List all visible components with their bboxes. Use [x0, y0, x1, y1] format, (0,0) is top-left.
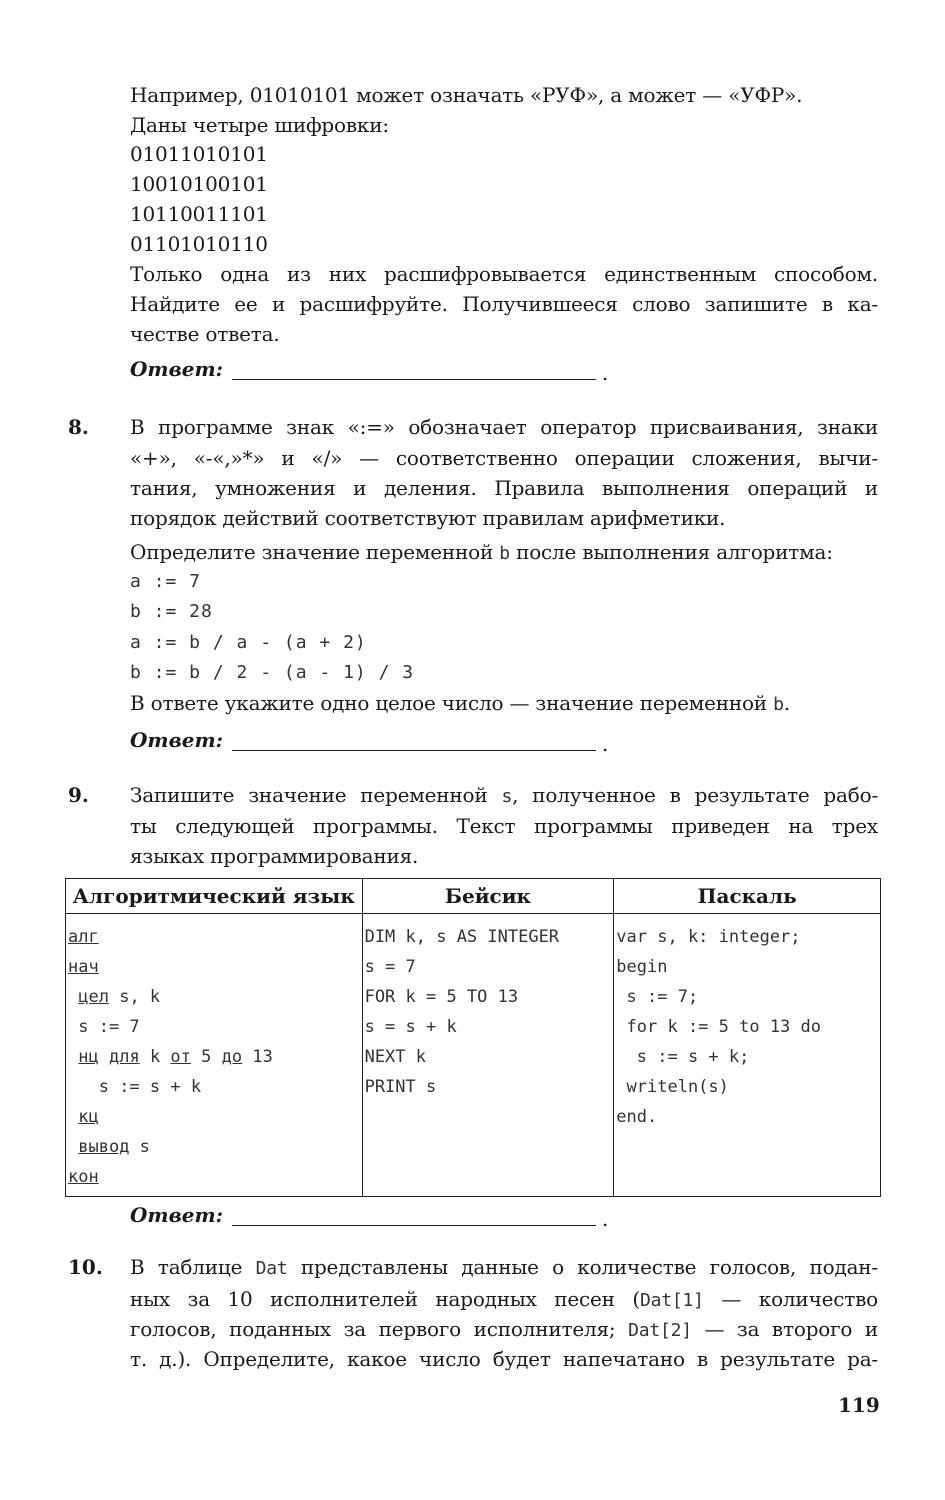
note-pre: В ответе укажите одно целое число — значение переменной: [130, 691, 774, 715]
var: Dat: [255, 1258, 288, 1279]
code-line: s = 7: [364, 957, 416, 977]
note-line: [130, 690, 878, 718]
code-line: NEXT k: [364, 1047, 426, 1067]
code-line: s := 7;: [616, 987, 699, 1007]
code-line: a := b / a - (a + 2): [130, 632, 367, 653]
text-line: [130, 1316, 878, 1344]
var: s: [501, 786, 513, 807]
text-line: Например, 01010101 может означать «РУФ», а может — «УФР».: [130, 83, 803, 107]
code-line: [68, 982, 362, 1012]
keyword: кон: [68, 1167, 99, 1187]
question-line: [130, 539, 878, 567]
answer-dot: .: [602, 361, 609, 385]
code-line: FOR k = 5 TO 13: [364, 987, 519, 1007]
cipher-4: 01101010110: [130, 232, 268, 256]
answer-field[interactable]: [232, 750, 596, 751]
text-line: «+», «-«,»*» и «/» — соответственно операции сложения, вычи-: [130, 446, 878, 470]
header-basic: Бейсик: [362, 879, 614, 914]
code-line: writeln(s): [616, 1077, 729, 1097]
answer-dot: .: [602, 1207, 609, 1231]
code-line: нц для k от 5 до 13: [78, 1047, 273, 1067]
code-line: [68, 1072, 362, 1102]
header-pascal: Паскаль: [614, 879, 881, 914]
code-line: [68, 1102, 362, 1132]
keyword: цел: [78, 987, 109, 1007]
basic-code: [362, 914, 614, 1197]
code-line: [68, 1162, 362, 1192]
text: , полученное в результате рабо-: [512, 783, 878, 807]
keyword: вывод: [78, 1137, 130, 1157]
alg-code: [66, 914, 363, 1197]
code-line: s := s + k;: [616, 1047, 750, 1067]
keyword: кц: [78, 1107, 99, 1127]
text: голосов, поданных за первого исполнителя;: [130, 1317, 629, 1341]
code: s := s + k: [98, 1077, 202, 1097]
answer-label: Ответ:: [130, 728, 223, 752]
text: — за второго и: [691, 1317, 878, 1341]
answer-label: Ответ:: [130, 1203, 223, 1227]
code-line: DIM k, s AS INTEGER: [364, 927, 560, 947]
cipher-2: 10010100101: [130, 172, 268, 196]
text: ных за 10 исполнителей народных песен (: [130, 1287, 640, 1311]
code: 13: [252, 1047, 273, 1067]
text-line: В программе знак «:=» обозначает оператор присваивания, знаки: [130, 415, 878, 439]
code: s: [129, 1137, 150, 1157]
cipher-1: 01011010101: [130, 142, 268, 166]
text: В таблице: [130, 1255, 256, 1279]
text-line: порядок действий соответствуют правилам арифметики.: [130, 506, 726, 530]
keyword: от: [170, 1047, 191, 1067]
var: Dat[2]: [628, 1320, 692, 1341]
code-line: end.: [616, 1107, 658, 1127]
header-alg: Алгоритмический язык: [66, 879, 363, 914]
code: s, k: [108, 987, 161, 1007]
text-line: Найдите ее и расшифруйте. Получившееся слово запишите в ка-: [130, 292, 878, 316]
code-line: for k := 5 to 13 do: [616, 1017, 821, 1037]
keyword: для: [108, 1047, 140, 1067]
question-post: после выполнения алгоритма:: [509, 540, 833, 564]
code: s := 7: [78, 1017, 140, 1037]
keyword: до: [221, 1047, 243, 1067]
code-line: PRINT s: [364, 1077, 437, 1097]
code-line: var s, k: integer;: [616, 927, 801, 947]
text-line: [130, 1286, 878, 1314]
text-line: т. д.). Определите, какое число будет напечатано в результате ра-: [130, 1347, 878, 1371]
keyword: алг: [68, 927, 99, 947]
answer-label: Ответ:: [130, 357, 223, 381]
keyword: нач: [68, 957, 99, 977]
note-var: b: [773, 694, 784, 715]
answer-field[interactable]: [232, 1225, 596, 1226]
task-number: 8.: [68, 415, 89, 439]
answer-dot: .: [602, 732, 609, 756]
task-number: 10.: [68, 1255, 103, 1279]
text: Запишите значение переменной: [130, 783, 502, 807]
code-line: s = s + k: [364, 1017, 457, 1037]
code-line: [68, 1132, 362, 1162]
code-line: [68, 952, 362, 982]
text-line: языках программирования.: [130, 844, 419, 868]
var: Dat[1]: [640, 1290, 704, 1311]
page-number: 119: [838, 1393, 880, 1417]
code-line: b := b / 2 - (a - 1) / 3: [130, 662, 415, 683]
code-line: b := 28: [130, 601, 213, 622]
text-line: Только одна из них расшифровывается единственным способом.: [130, 262, 878, 286]
text-line: Даны четыре шифровки:: [130, 113, 389, 137]
question-var: b: [499, 543, 510, 564]
code-line: a := 7: [130, 571, 202, 592]
text-line: [130, 782, 878, 810]
answer-field[interactable]: [232, 379, 596, 380]
program-table: [65, 878, 881, 1197]
note-post: .: [783, 691, 790, 715]
code-line: [68, 1012, 362, 1042]
text-line: честве ответа.: [130, 322, 280, 346]
cipher-3: 10110011101: [130, 202, 268, 226]
text: — количество: [703, 1287, 878, 1311]
text: представлены данные о количестве голосов, подан-: [287, 1255, 878, 1279]
code-line: [68, 922, 362, 952]
task-number: 9.: [68, 783, 89, 807]
code-line: begin: [616, 957, 668, 977]
pascal-code: [614, 914, 881, 1197]
keyword: нц: [78, 1047, 99, 1067]
question-pre: Определите значение переменной: [130, 540, 500, 564]
text-line: тания, умножения и деления. Правила выполнения операций и: [130, 476, 878, 500]
text-line: [130, 1254, 878, 1282]
text-line: ты следующей программы. Текст программы приведен на трех: [130, 814, 878, 838]
